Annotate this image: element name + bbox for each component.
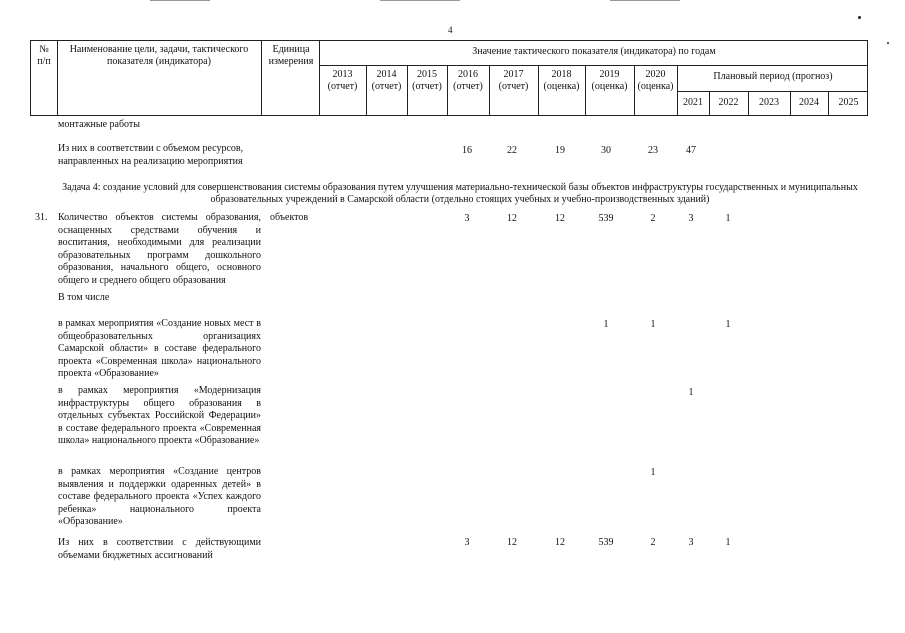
value-cell: 539 [598, 537, 614, 548]
value-cell: 3 [464, 213, 470, 224]
row-31-text: Количество объектов системы образования, оснащенных средствами обучения и воспитания, необходимыми для реализации образовательных программ дошкольного образования, начального общего, основного общего и среднего общего образования [58, 212, 261, 286]
page-number: 4 [448, 25, 453, 35]
including-label: В том числе [58, 292, 110, 303]
header-values: Значение тактического показателя (индикатора) по годам [472, 46, 716, 57]
value-cell: 1 [650, 467, 656, 478]
value-cell: 12 [507, 537, 517, 548]
value-cell: 3 [688, 213, 694, 224]
sub-row-3-text: в рамках мероприятия «Создание центров выявления и поддержки одаренных детей» в составе федерального проекта «Успех каждого ребенка» национального проекта «Образование» [58, 466, 261, 527]
task-4-heading: Задача 4: создание условий для совершенствования системы образования путем улучшения материально-технической базы объектов инфраструктуры государственных и муниципальных образовательных учреждений в Самарской области (отдельно стоящих учебных и учебно-производственных зданий) [62, 182, 858, 205]
value-cell: 19 [555, 145, 565, 156]
value-cell: 22 [507, 145, 517, 156]
value-cell: 2 [650, 213, 656, 224]
header-year-2017: 2017 (отчет) [498, 69, 529, 92]
value-cell: 539 [598, 213, 614, 224]
header-year-2024: 2024 [799, 97, 819, 108]
scan-artifact [610, 0, 680, 1]
header-planned-period: Плановый период (прогноз) [713, 71, 833, 82]
value-cell: 3 [464, 537, 470, 548]
row-31-number: 31. [35, 212, 48, 223]
table-header [30, 40, 868, 116]
value-cell: 23 [648, 145, 658, 156]
header-year-2022: 2022 [718, 97, 739, 108]
value-cell: 12 [555, 537, 565, 548]
scan-speck [887, 42, 889, 44]
value-cell: 30 [601, 145, 611, 156]
value-cell: 3 [688, 537, 694, 548]
header-year-2018: 2018 (оценка) [543, 69, 580, 92]
sub-row-2-text: в рамках мероприятия «Модернизация инфраструктуры общего образования в отдельных субъектах Российской Федерации» в составе федерального проекта «Современная школа» национального проекта «Образование» [58, 385, 261, 446]
value-cell: 2 [650, 537, 656, 548]
header-year-2025: 2025 [838, 97, 859, 108]
scan-artifact [380, 0, 460, 1]
header-year-2016: 2016 (отчет) [453, 69, 483, 92]
header-year-2013: 2013 (отчет) [327, 69, 358, 92]
row-resources-text: Из них в соответствии с объемом ресурсов, направленных на реализацию мероприятия [58, 143, 244, 167]
header-year-2021: 2021 [683, 97, 703, 108]
value-cell: 1 [688, 387, 694, 398]
value-cell: 16 [462, 145, 472, 156]
scan-speck [858, 16, 861, 19]
value-cell: 12 [507, 213, 517, 224]
row-31-unit: объектов [270, 212, 309, 223]
scan-artifact [150, 0, 210, 1]
value-cell: 1 [725, 537, 731, 548]
value-cell: 1 [725, 319, 731, 330]
value-cell: 12 [555, 213, 565, 224]
header-year-2014: 2014 (отчет) [371, 69, 402, 92]
header-unit: Единица измерения [268, 44, 314, 67]
header-number: № п/п [37, 44, 51, 67]
value-cell: 1 [603, 319, 609, 330]
budget-row-text: Из них в соответствии с действующими объемами бюджетных ассигнований [58, 537, 261, 561]
header-year-2019: 2019 (оценка) [591, 69, 628, 92]
value-cell: 1 [650, 319, 656, 330]
header-year-2020: 2020 (оценка) [637, 69, 674, 92]
header-year-2015: 2015 (отчет) [412, 69, 442, 92]
header-year-2023: 2023 [759, 97, 779, 108]
sub-row-1-text: в рамках мероприятия «Создание новых мест в общеобразовательных организациях Самарской области» в составе федерального проекта «Современная школа» национального проекта «Образование» [58, 318, 261, 379]
value-cell: 47 [686, 145, 696, 156]
value-cell: 1 [725, 213, 731, 224]
header-name: Наименование цели, задачи, тактического показателя (индикатора) [69, 44, 249, 67]
row-mount-text: монтажные работы [58, 119, 141, 130]
